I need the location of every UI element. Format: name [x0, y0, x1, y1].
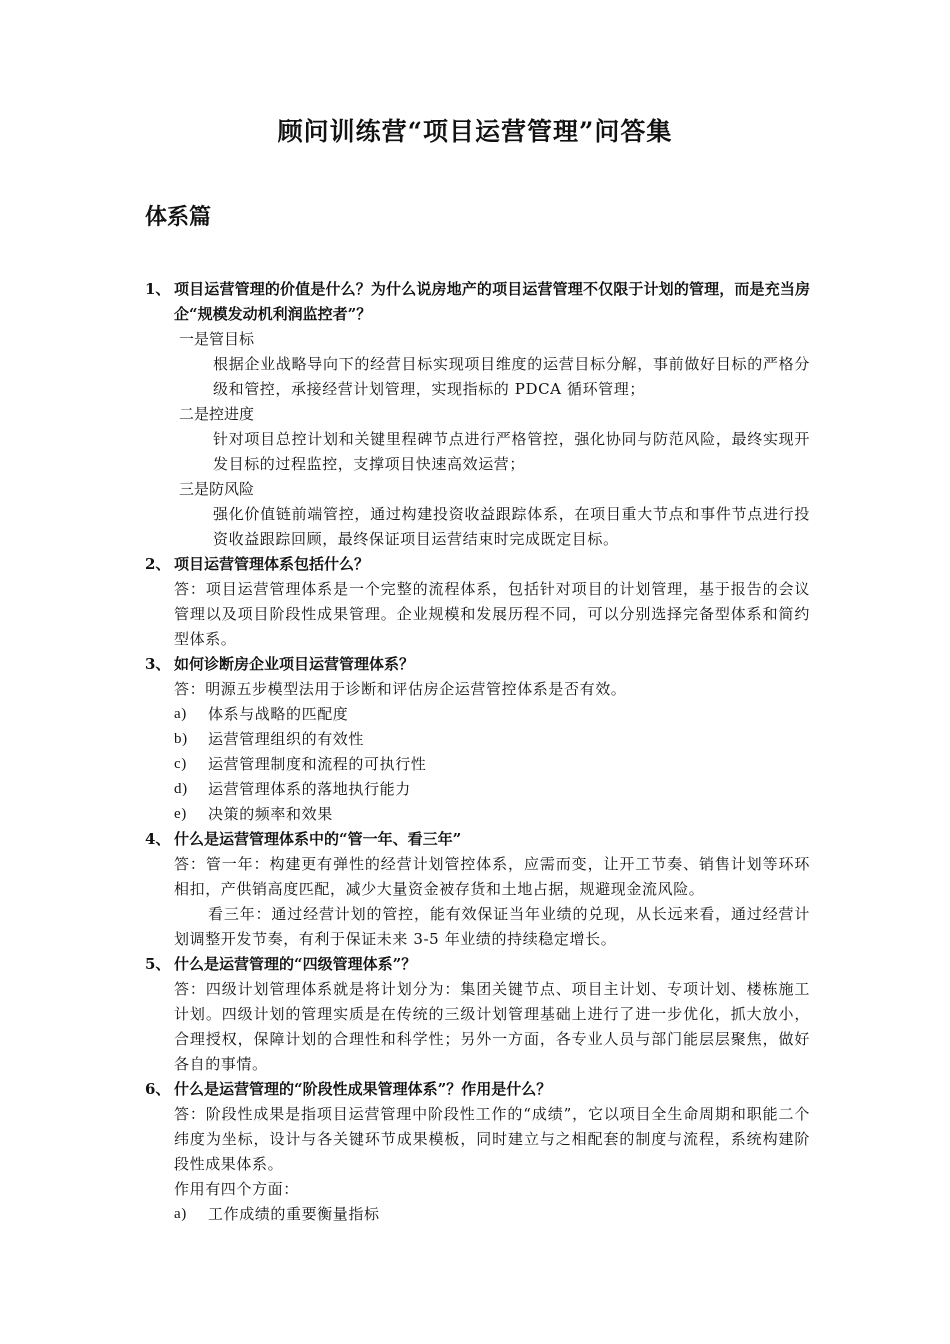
page-title: 顾问训练营“项目运营管理”问答集: [277, 117, 673, 146]
question-text: 什么是运营管理的“四级管理体系”？: [174, 955, 417, 973]
answer-subheading: 作用有四个方面：: [174, 1180, 299, 1198]
answer-paragraph: 答：四级计划管理体系就是将计划分为：集团关键节点、项目主计划、专项计划、楼栋施工计划。四级计划的管理实质是在传统的三级计划管理基础上进行了进一步优化，抓大放小，合理授权，保障计划的合理性和科学性；另外一方面，各专业人员与部门能层层聚焦，做好各自的事情。: [174, 980, 810, 1073]
question-text: 什么是运营管理的“阶段性成果管理体系”？作用是什么？: [174, 1080, 552, 1098]
list-marker: a): [174, 706, 187, 722]
list-item: [174, 802, 810, 827]
question-2: [145, 552, 810, 577]
question-text: 项目运营管理体系包括什么？: [174, 555, 370, 573]
answer-paragraph: 答：阶段性成果是指项目运营管理中阶段性工作的“成绩”，它以项目全生命周期和职能二个纬度为坐标，设计与各关键环节成果模板，同时建立与之相配套的制度与流程，系统构建阶段性成果体系。: [174, 1105, 810, 1173]
question-4: [145, 827, 810, 852]
answer-paragraph: 看三年：通过经营计划的管控，能有效保证当年业绩的兑现，从长远来看，通过经营计划调整开发节奏，有利于保证未来 3-5 年业绩的持续稳定增长。: [174, 905, 810, 948]
answer-heading: 三是防风险: [179, 480, 255, 498]
list-item: [174, 777, 810, 802]
question-number: 2、: [145, 555, 171, 573]
question-6: [145, 1077, 810, 1102]
list-item-text: 运营管理制度和流程的可执行性: [208, 755, 427, 773]
answer-paragraph: 针对项目总控计划和关键里程碑节点进行严格管控，强化协同与防范风险，最终实现开发目标的过程监控，支撑项目快速高效运营；: [213, 430, 810, 473]
question-number: 4、: [145, 830, 171, 848]
list-item-text: 运营管理组织的有效性: [208, 730, 365, 748]
list-marker: e): [174, 806, 187, 822]
list-item: [174, 1202, 810, 1227]
question-number: 6、: [145, 1080, 171, 1098]
answer-paragraph: 答：项目运营管理体系是一个完整的流程体系，包括针对项目的计划管理，基于报告的会议管理以及项目阶段性成果管理。企业规模和发展历程不同，可以分别选择完备型体系和简约型体系。: [174, 580, 810, 648]
list-marker: b): [174, 731, 188, 747]
answer-heading: 二是控进度: [179, 405, 255, 423]
answer-paragraph: 根据企业战略导向下的经营目标实现项目维度的运营目标分解，事前做好目标的严格分级和管控，承接经营计划管理，实现指标的 PDCA 循环管理；: [213, 355, 810, 398]
list-item-text: 运营管理体系的落地执行能力: [208, 780, 411, 798]
section-heading: 体系篇: [145, 204, 212, 230]
list-item: [174, 752, 810, 777]
question-text: 什么是运营管理体系中的“管一年、看三年”: [174, 830, 462, 848]
answer-paragraph: 答：管一年：构建更有弹性的经营计划管控体系，应需而变，让开工节奏、销售计划等环环相扣，产供销高度匹配，减少大量资金被存货和土地占据，规避现金流风险。: [174, 855, 810, 898]
list-marker: c): [174, 756, 187, 772]
answer-paragraph: 答：明源五步模型法用于诊断和评估房企运营管控体系是否有效。: [174, 680, 627, 698]
question-5: [145, 952, 810, 977]
answer-paragraph: 强化价值链前端管控，通过构建投资收益跟踪体系，在项目重大节点和事件节点进行投资收益跟踪回顾，最终保证项目运营结束时完成既定目标。: [213, 505, 810, 548]
question-number: 1、: [145, 280, 171, 298]
question-text: 项目运营管理的价值是什么？为什么说房地产的项目运营管理不仅限于计划的管理，而是充当房企“规模发动机利润监控者”？: [174, 280, 810, 323]
list-item-text: 体系与战略的匹配度: [208, 705, 349, 723]
answer-heading: 一是管目标: [179, 330, 255, 348]
question-text: 如何诊断房企业项目运营管理体系？: [174, 655, 415, 673]
list-item-text: 决策的频率和效果: [208, 805, 333, 823]
question-number: 5、: [145, 955, 171, 973]
list-item: [174, 702, 810, 727]
question-3: [145, 652, 810, 677]
list-item-text: 工作成绩的重要衡量指标: [208, 1205, 380, 1223]
question-number: 3、: [145, 655, 171, 673]
list-item: [174, 727, 810, 752]
list-marker: d): [174, 781, 188, 797]
qa-content: [145, 277, 810, 1227]
list-marker: a): [174, 1206, 187, 1222]
question-1: [145, 277, 810, 327]
